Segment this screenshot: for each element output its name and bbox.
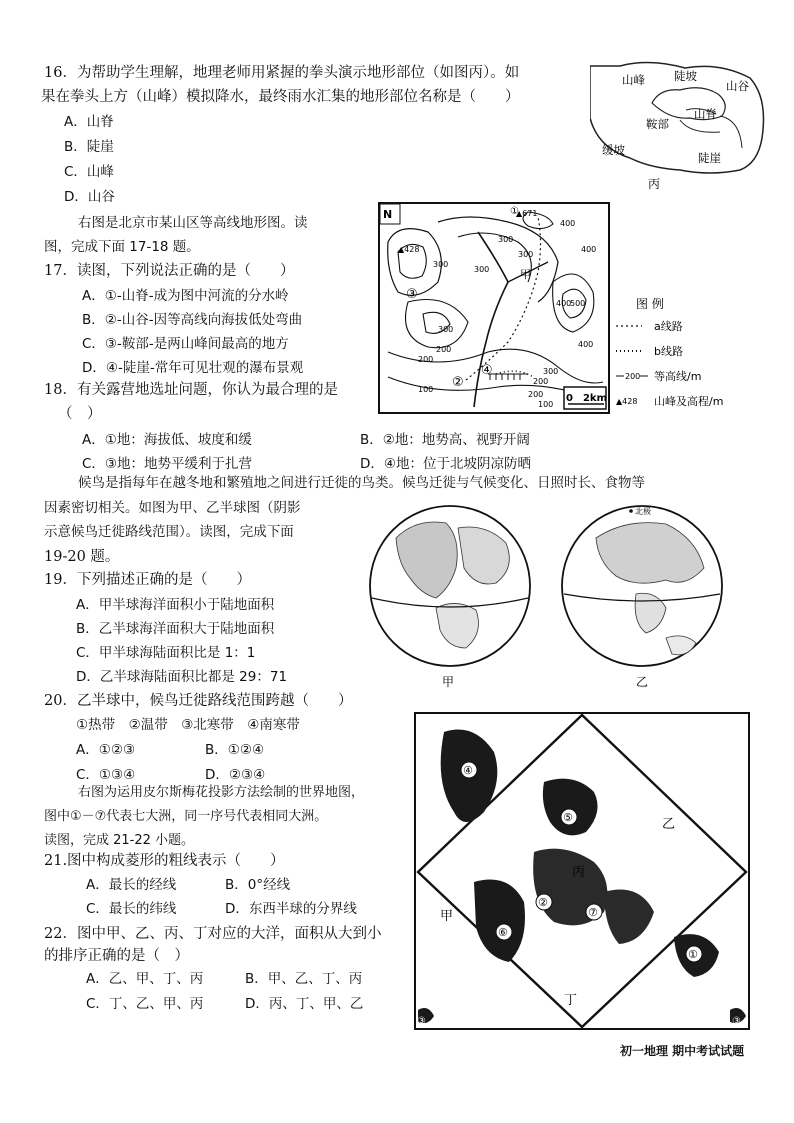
q22-option-d: D．丙、丁、甲、乙 (245, 996, 364, 1012)
q16-option-b: B．陡崖 (64, 139, 114, 155)
q22-option-c: C．丁、乙、甲、丙 (86, 996, 204, 1012)
continent-label-1: ① (688, 948, 698, 961)
jia-point-label: 甲 (520, 268, 531, 281)
contour-label-5: 500 (570, 299, 586, 308)
q17-option-c: C．③-鞍部-是两山峰间最高的地方 (82, 336, 289, 352)
intro-21-22-line2: 图中①－⑦代表七大洲，同一序号代表相同大洲。 (44, 809, 328, 824)
scale-bar-label: 0 2km (566, 393, 607, 404)
q21-option-d: D．东西半球的分界线 (225, 901, 357, 917)
contour-map (378, 202, 610, 414)
point-label-3: ③ (406, 287, 418, 302)
q17-option-b: B．②-山谷-因等高线向海拔低处弯曲 (82, 312, 303, 328)
q22-stem-line2: 的排序正确的是（ ） (44, 948, 189, 964)
q19-stem: 19．下列描述正确的是（ ） (44, 572, 251, 588)
contour-label-12: 300 (543, 367, 559, 376)
hemisphere-right-caption: 乙 (636, 675, 649, 689)
continent-label-5: ⑤ (563, 811, 573, 824)
intro-21-22-line3: 读图，完成 21-22 小题。 (44, 833, 195, 848)
q18-option-d: D．④地：位于北坡阴凉防晒 (360, 456, 531, 472)
q16-option-a: A．山脊 (64, 114, 114, 130)
q17-option-a: A．①-山脊-成为图中河流的分水岭 (82, 288, 289, 304)
fist-label-cliff: 陡崖 (698, 151, 721, 165)
point-label-1: ① (510, 206, 519, 217)
fist-caption: 丙 (648, 177, 661, 191)
north-pole-label: 北极 (635, 507, 651, 516)
contour-label-11: 200 (533, 377, 549, 386)
point-label-4: ④ (481, 363, 493, 378)
q20-option-c: C．①③④ (76, 767, 136, 783)
q18-stem-line2: （ ） (58, 406, 102, 422)
fist-label-valley: 山谷 (726, 79, 749, 93)
ocean-label-bing: 丙 (572, 865, 586, 880)
legend-peak-sample: ▲428 (616, 397, 638, 406)
q20-option-b: B．①②④ (205, 742, 265, 758)
q20-option-d: D．②③④ (205, 767, 266, 783)
fist-label-steep-slope: 陡坡 (674, 69, 697, 83)
ocean-label-ding: 丁 (564, 993, 578, 1008)
peak-428-label: ▲428 (398, 245, 420, 254)
point-label-2: ② (452, 375, 464, 390)
intro-19-20-line2: 因素密切相关。如图为甲、乙半球图（阴影 (44, 500, 301, 516)
peak-671-label: ▲671 (516, 209, 538, 218)
contour-label-1: 300 (433, 260, 449, 269)
continent-label-3-right: ③ (732, 1016, 741, 1027)
contour-label-15: 300 (474, 265, 490, 274)
q16-option-d: D．山谷 (64, 189, 115, 205)
intro-19-20-line1: 候鸟是指每年在越冬地和繁殖地之间进行迁徙的鸟类。候鸟迁徙与气候变化、日照时长、食物等 (78, 475, 645, 491)
hemisphere-left-caption: 甲 (442, 675, 455, 689)
fist-label-ridge: 山脊 (694, 107, 717, 121)
q19-option-c: C．甲半球海陆面积比是 1：1 (76, 645, 256, 661)
q21-option-b: B．0°经线 (225, 877, 291, 893)
fist-label-peak: 山峰 (622, 73, 645, 87)
contour-label-10: 100 (418, 385, 434, 394)
page-footer: 初一地理 期中考试试题 (620, 1044, 745, 1058)
q18-stem-line1: 18．有关露营地选址问题，你认为最合理的是 (44, 382, 338, 398)
contour-label-16: 200 (528, 390, 544, 399)
contour-label-17: 100 (538, 400, 554, 409)
continent-label-3-left: ③ (417, 1016, 426, 1027)
q19-option-b: B．乙半球海洋面积大于陆地面积 (76, 621, 275, 637)
fist-label-gentle-slope: 缓坡 (602, 143, 625, 157)
q22-stem-line1: 22．图中甲、乙、丙、丁对应的大洋，面积从大到小 (44, 926, 382, 942)
q18-option-a: A．①地：海拔低、坡度和缓 (82, 432, 252, 448)
q18-option-b: B．②地：地势高、视野开阔 (360, 432, 530, 448)
legend-contour: 等高线/m (654, 370, 702, 383)
intro-21-22-line1: 右图为运用皮尔斯梅花投影方法绘制的世界地图， (78, 785, 365, 800)
north-arrow: N (383, 208, 393, 221)
q22-option-b: B．甲、乙、丁、丙 (245, 971, 363, 987)
legend-route-b: b线路 (654, 345, 683, 358)
legend-route-a: a线路 (654, 320, 683, 333)
contour-label-6: 400 (556, 299, 572, 308)
contour-label-13: 400 (578, 340, 594, 349)
legend-peak: 山峰及高程/m (654, 395, 724, 408)
contour-label-8: 200 (436, 345, 452, 354)
q21-option-c: C．最长的纬线 (86, 901, 177, 917)
continent-label-2: ② (538, 896, 548, 909)
intro-19-20-line3: 示意候鸟迁徙路线范围）。读图，完成下面 (44, 524, 294, 540)
q20-stem: 20．乙半球中，候鸟迁徙路线范围跨越（ ） (44, 693, 353, 709)
continent-label-7: ⑦ (588, 906, 598, 919)
q16-stem-line2: 果在拳头上方（山峰）模拟降水，最终雨水汇集的地形部位名称是（ ） (41, 89, 520, 105)
q17-option-d: D．④-陡崖-常年可见壮观的瀑布景观 (82, 360, 304, 376)
q20-option-a: A．①②③ (76, 742, 136, 758)
contour-label-7: 300 (438, 325, 454, 334)
intro-17-18-line1: 右图是北京市某山区等高线地形图。读 (78, 215, 308, 231)
q19-option-a: A．甲半球海洋面积小于陆地面积 (76, 597, 275, 613)
legend-contour-sample: 200 (625, 372, 641, 381)
q18-option-c: C．③地：地势平缓利于扎营 (82, 456, 253, 472)
continent-label-4: ④ (463, 764, 473, 777)
q16-stem-line1: 16．为帮助学生理解，地理老师用紧握的拳头演示地形部位（如图丙）。如 (44, 65, 520, 81)
q20-zones: ①热带 ②温带 ③北寒带 ④南寒带 (76, 717, 300, 733)
legend-title: 图 例 (636, 297, 664, 311)
fist-label-saddle: 鞍部 (646, 117, 669, 131)
continent-label-6: ⑥ (498, 926, 508, 939)
intro-17-18-line2: 图，完成下面 17-18 题。 (44, 239, 200, 255)
q22-option-a: A．乙、甲、丁、丙 (86, 971, 204, 987)
q17-stem: 17．读图，下列说法正确的是（ ） (44, 263, 295, 279)
hemisphere-figure (366, 498, 726, 690)
peirce-world-map (414, 712, 750, 1030)
contour-label-9: 200 (418, 355, 434, 364)
q21-option-a: A．最长的经线 (86, 877, 177, 893)
fist-terrain-figure (590, 58, 770, 198)
contour-label-4: 400 (581, 245, 597, 254)
contour-label-14: 300 (518, 250, 534, 259)
q16-option-c: C．山峰 (64, 164, 114, 180)
contour-label-2: 400 (560, 219, 576, 228)
ocean-label-jia: 甲 (440, 909, 454, 924)
contour-legend (614, 290, 744, 414)
intro-19-20-line4: 19-20 题。 (44, 549, 120, 565)
ocean-label-yi: 乙 (662, 817, 676, 832)
q21-stem: 21.图中构成菱形的粗线表示（ ） (44, 853, 285, 869)
contour-label-3: 300 (498, 235, 514, 244)
q19-option-d: D．乙半球海陆面积比都是 29：71 (76, 669, 288, 685)
